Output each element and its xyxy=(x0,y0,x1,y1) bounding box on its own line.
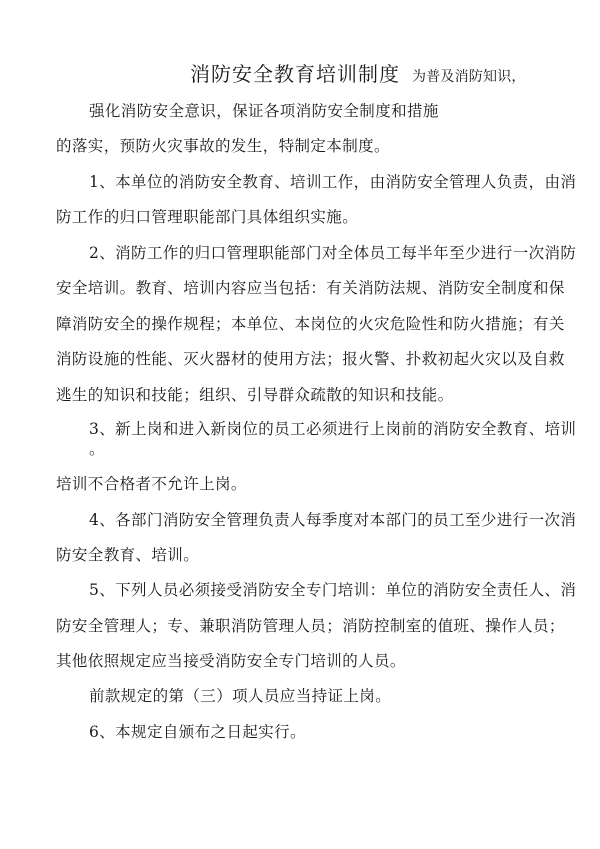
paragraph-line: 防安全管理人；专、兼职消防管理人员；消防控制室的值班、操作人员； xyxy=(56,617,565,635)
paragraph-line: 。 xyxy=(89,440,105,458)
paragraph-line: 防工作的归口管理职能部门具体组织实施。 xyxy=(56,208,359,226)
title-sub: 为普及消防知识， xyxy=(412,69,526,85)
paragraph-line: 障消防安全的操作规程；本单位、本岗位的火灾危险性和防火措施；有关 xyxy=(56,315,565,333)
paragraph-line: 的落实，预防火灾事故的发生，特制定本制度。 xyxy=(56,137,390,155)
paragraph-line: 其他依照规定应当接受消防安全专门培训的人员。 xyxy=(56,652,406,670)
paragraph-line: 消防设施的性能、灭火器材的使用方法；报火警、扑救初起火灾以及自救 xyxy=(56,350,565,368)
document-title xyxy=(190,64,526,87)
paragraph-line: 安全培训。教育、培训内容应当包括：有关消防法规、消防安全制度和保 xyxy=(56,279,565,297)
paragraph-line: 2、消防工作的归口管理职能部门对全体员工每半年至少进行一次消防 xyxy=(89,244,577,262)
title-main: 消防安全教育培训制度 xyxy=(190,62,400,86)
paragraph-line: 4、各部门消防安全管理负责人每季度对本部门的员工至少进行一次消 xyxy=(89,511,577,529)
paragraph-line: 5、下列人员必须接受消防安全专门培训：单位的消防安全责任人、消 xyxy=(89,581,577,599)
paragraph-line: 6、本规定自颁布之日起实行。 xyxy=(89,723,306,741)
paragraph-line: 强化消防安全意识，保证各项消防安全制度和措施 xyxy=(89,102,439,120)
paragraph-line: 培训不合格者不允许上岗。 xyxy=(56,475,247,493)
paragraph-line: 防安全教育、培训。 xyxy=(56,546,200,564)
paragraph-line: 前款规定的第（三）项人员应当持证上岗。 xyxy=(89,687,392,705)
paragraph-line: 逃生的知识和技能；组织、引导群众疏散的知识和技能。 xyxy=(56,386,454,404)
paragraph-line: 1、本单位的消防安全教育、培训工作，由消防安全管理人负责，由消 xyxy=(89,173,577,191)
paragraph-line: 3、新上岗和进入新岗位的员工必须进行上岗前的消防安全教育、培训 xyxy=(89,420,577,438)
